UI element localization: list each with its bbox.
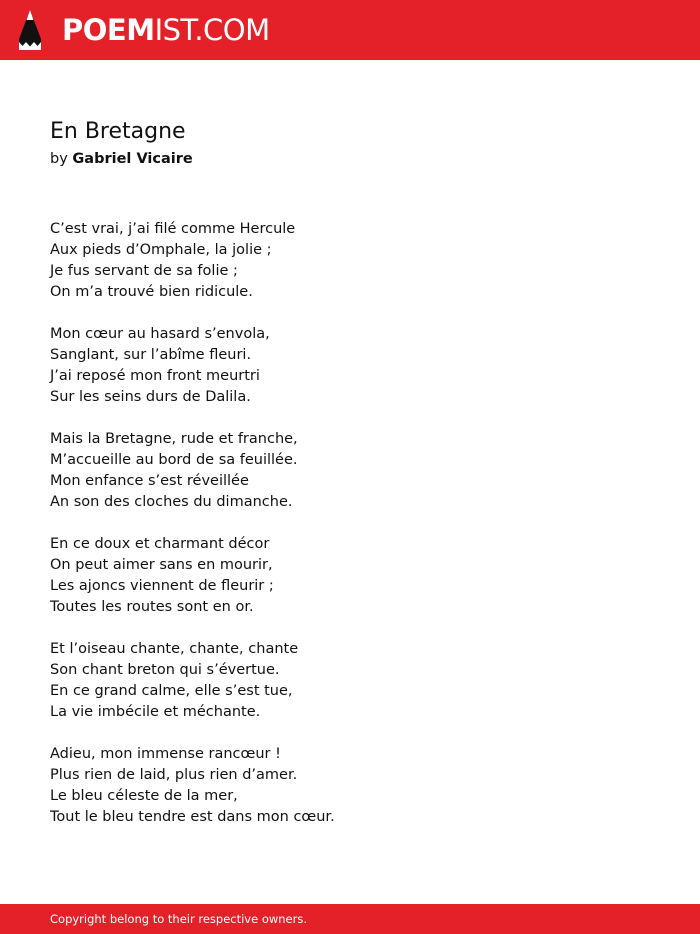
poem-line: En ce grand calme, elle s’est tue, (50, 683, 293, 699)
poem-line: Aux pieds d’Omphale, la jolie ; (50, 242, 272, 258)
by-prefix: by (50, 151, 68, 167)
site-header (0, 0, 700, 60)
poem-line: Mais la Bretagne, rude et franche, (50, 431, 298, 447)
poem-author: Gabriel Vicaire (72, 151, 193, 167)
poem-line: Sanglant, sur l’abîme fleuri. (50, 347, 252, 363)
pencil-tip-icon[interactable] (18, 9, 42, 51)
poem-line: Toutes les routes sont en or. (50, 599, 254, 615)
poem-title: En Bretagne (50, 119, 186, 144)
poem-line: Mon cœur au hasard s’envola, (50, 326, 270, 342)
poem-line: Le bleu céleste de la mer, (50, 788, 238, 804)
poem-line: Son chant breton qui s’évertue. (50, 662, 280, 678)
copyright-notice: Copyright belong to their respective owners. (50, 912, 308, 926)
poem-line: On peut aimer sans en mourir, (50, 557, 273, 573)
poem-line: C’est vrai, j’ai filé comme Hercule (50, 221, 296, 237)
poem-line: J’ai reposé mon front meurtri (50, 368, 260, 384)
poem-line: Je fus servant de sa folie ; (50, 263, 238, 279)
poem-line: Sur les seins durs de Dalila. (50, 389, 251, 405)
stanza (50, 324, 650, 408)
stanza (50, 429, 650, 513)
poem-line: On m’a trouvé bien ridicule. (50, 284, 253, 300)
poem-line: Tout le bleu tendre est dans mon cœur. (50, 809, 335, 825)
stanza (50, 639, 650, 723)
stanza (50, 219, 650, 303)
poem-line: Plus rien de laid, plus rien d’amer. (50, 767, 298, 783)
poem-line: An son des cloches du dimanche. (50, 494, 293, 510)
poem-byline (50, 149, 193, 169)
logo-text-light: IST.COM (154, 13, 270, 47)
stanza (50, 744, 650, 828)
logo-text-bold: POEM (62, 13, 155, 47)
poem-body (50, 219, 650, 849)
poem-line: Adieu, mon immense rancœur ! (50, 746, 281, 762)
poem-line: Mon enfance s’est réveillée (50, 473, 249, 489)
poem-line: En ce doux et charmant décor (50, 536, 270, 552)
poem-line: La vie imbécile et méchante. (50, 704, 261, 720)
poem-line: M’accueille au bord de sa feuillée. (50, 452, 298, 468)
poem-line: Et l’oiseau chante, chante, chante (50, 641, 299, 657)
site-footer (0, 904, 700, 934)
poem-line: Les ajoncs viennent de fleurir ; (50, 578, 274, 594)
stanza (50, 534, 650, 618)
site-logo[interactable] (62, 13, 270, 47)
